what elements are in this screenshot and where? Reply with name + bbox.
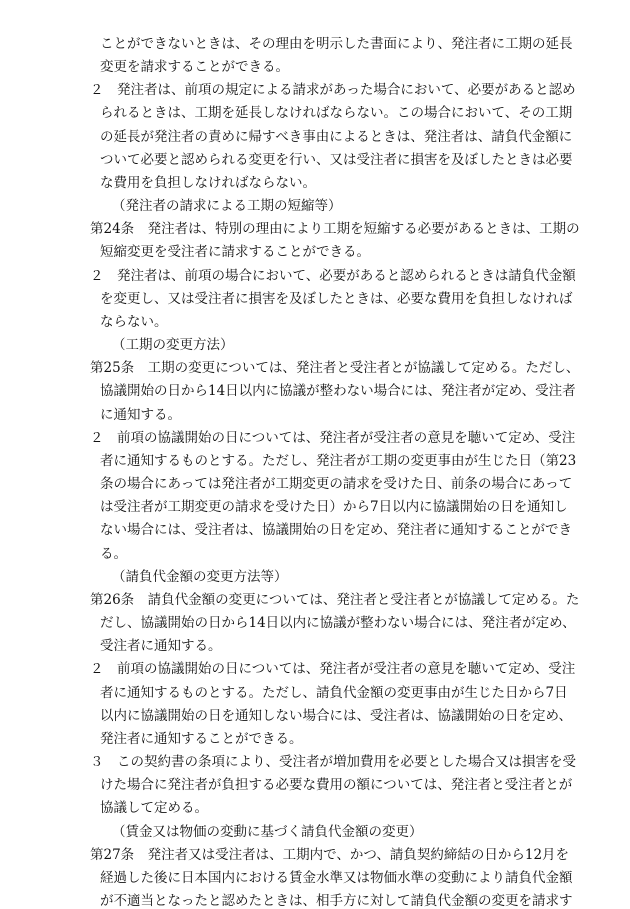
text-line: ２ 発注者は、前項の場合において、必要があると認められるときは請負代金額 <box>90 267 576 284</box>
text-line: ついて必要と認められる変更を行い、又は受注者に損害を及ぼしたときは必要 <box>100 151 573 168</box>
text-line: の延長が発注者の責めに帰すべき事由によるときは、発注者は、請負代金額に <box>100 128 573 145</box>
text-line: ２ 前項の協議開始の日については、発注者が受注者の意見を聴いて定め、受注 <box>90 661 576 678</box>
text-line: だし、協議開始の日から14日以内に協議が整わない場合には、発注者が定め、 <box>100 615 576 632</box>
text-line: ２ 発注者は、前項の規定による請求があった場合において、必要があると認め <box>90 82 576 99</box>
text-line: 者に通知するものとする。ただし、請負代金額の変更事由が生じた日から7日 <box>100 684 568 701</box>
text-line: 協議開始の日から14日以内に協議が整わない場合には、発注者が定め、受注者 <box>100 383 576 400</box>
article-heading: （賃金又は物価の変動に基づく請負代金額の変更） <box>112 823 423 840</box>
text-line: に通知する。 <box>100 406 181 423</box>
text-line: 第26条 請負代金額の変更については、発注者と受注者とが協議して定める。た <box>90 591 580 608</box>
text-line: な費用を負担しなければならない。 <box>100 174 316 191</box>
text-line: る。 <box>100 545 127 562</box>
text-line: ことができないときは、その理由を明示した書面により、発注者に工期の延長 <box>100 36 573 52</box>
text-line: ２ 前項の協議開始の日については、発注者が受注者の意見を聴いて定め、受注 <box>90 429 576 446</box>
text-line: が不適当となったと認めたときは、相手方に対して請負代金額の変更を請求す <box>100 893 573 909</box>
text-line: 受注者に通知する。 <box>100 638 222 655</box>
text-line: けた場合に発注者が負担する必要な費用の額については、発注者と受注者とが <box>100 777 573 794</box>
article-heading: （発注者の請求による工期の短縮等） <box>112 198 342 215</box>
article-heading: （請負代金額の変更方法等） <box>112 568 288 585</box>
text-line: 者に通知するものとする。ただし、発注者が工期の変更事由が生じた日（第23 <box>100 452 577 469</box>
text-line: 以内に協議開始の日を通知しない場合には、受注者は、協議開始の日を定め、 <box>100 707 572 724</box>
text-line: 協議して定める。 <box>100 800 208 817</box>
text-line: 経過した後に日本国内における賃金水準又は物価水準の変動により請負代金額 <box>100 869 573 886</box>
text-line: 第24条 発注者は、特別の理由により工期を短縮する必要があるときは、工期の <box>90 221 580 238</box>
text-line: られるときは、工期を延長しなければならない。この場合において、その工期 <box>100 105 573 122</box>
text-line: ない場合には、受注者は、協議開始の日を定め、発注者に通知することができ <box>100 522 572 539</box>
text-line: 短縮変更を受注者に請求することができる。 <box>100 244 370 261</box>
article-heading: （工期の変更方法） <box>112 337 234 354</box>
text-line: ならない。 <box>100 313 168 330</box>
text-line: 条の場合にあっては発注者が工期変更の請求を受けた日、前条の場合にあって <box>100 476 573 493</box>
text-line: 発注者に通知することができる。 <box>100 730 303 747</box>
text-line: は受注者が工期変更の請求を受けた日）から7日以内に協議開始の日を通知し <box>100 499 568 516</box>
text-line: ３ この契約書の条項により、受注者が増加費用を必要とした場合又は損害を受 <box>90 754 576 771</box>
text-line: を変更し、又は受注者に損害を及ぼしたときは、必要な費用を負担しなければ <box>100 290 573 307</box>
text-line: 変更を請求することができる。 <box>100 59 289 76</box>
text-line: 第27条 発注者又は受注者は、工期内で、かつ、請負契約締結の日から12月を <box>90 846 570 863</box>
text-line: 第25条 工期の変更については、発注者と受注者とが協議して定める。ただし、 <box>90 360 580 377</box>
